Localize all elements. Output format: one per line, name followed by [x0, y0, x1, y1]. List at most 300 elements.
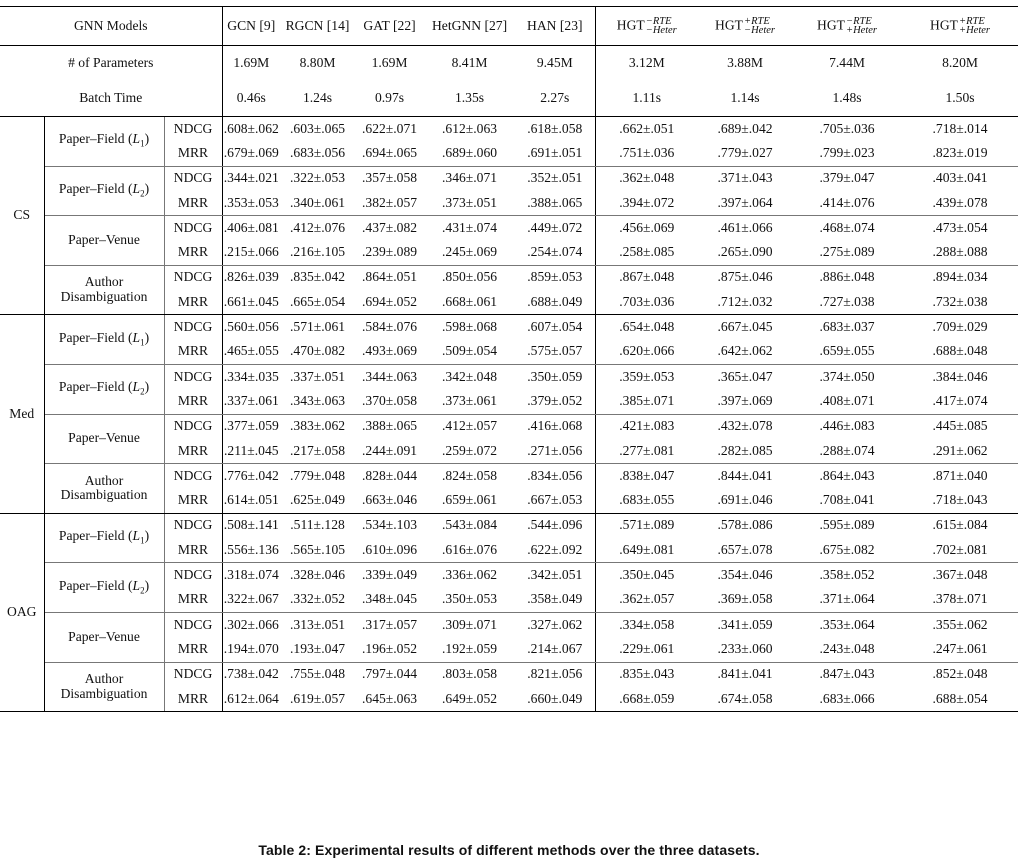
batch-time-row-value: 1.35s — [424, 80, 515, 117]
score-cell: .642±.062 — [698, 340, 792, 365]
params-row-value: 3.88M — [727, 54, 763, 70]
score-cell: .358±.049 — [515, 588, 595, 613]
score-cell: .779±.027 — [698, 141, 792, 166]
score-cell: .374±.050 — [819, 368, 875, 384]
score-cell: .727±.038 — [792, 290, 902, 315]
score-cell: .649±.052 — [424, 687, 515, 712]
params-row-value: 3.12M — [628, 54, 665, 70]
task-name-line: Paper–Field $(L_1)$ — [58, 131, 150, 150]
header-hgt-variant — [792, 7, 902, 46]
score-cell: .688±.048 — [902, 340, 1018, 365]
task-name-line: Disambiguation — [60, 487, 148, 503]
score-cell: .654±.048 — [619, 319, 675, 335]
score-cell: .511±.128 — [290, 517, 345, 533]
score-cell: .847±.043 — [819, 666, 875, 682]
score-cell: .388±.065 — [515, 191, 595, 216]
score-cell: .838±.047 — [619, 467, 675, 483]
metric-name: MRR — [164, 290, 222, 315]
hgt-label — [817, 17, 877, 36]
score-cell: .543±.084 — [442, 517, 498, 533]
metric-name: NDCG — [164, 166, 222, 191]
score-cell: .322±.053 — [290, 170, 346, 186]
score-cell: .254±.074 — [515, 240, 595, 265]
score-cell: .824±.058 — [442, 467, 498, 483]
score-cell: .383±.062 — [290, 418, 346, 434]
hgt-scripts — [959, 17, 990, 36]
score-cell: .346±.071 — [442, 170, 498, 186]
score-cell: .334±.035 — [223, 368, 279, 384]
task-level-sub: 2 — [140, 585, 145, 596]
score-cell: .339±.049 — [362, 567, 418, 583]
dataset-name: OAG — [0, 513, 44, 711]
task-name — [44, 216, 164, 266]
score-cell: .193±.047 — [280, 637, 355, 662]
score-cell: .288±.088 — [902, 240, 1018, 265]
score-cell: .688±.049 — [515, 290, 595, 315]
score-cell: .357±.058 — [362, 170, 418, 186]
hgt-sub: +Heter — [846, 25, 877, 36]
task-name-line: Paper–Venue — [68, 628, 140, 644]
score-cell: .327±.062 — [515, 612, 595, 637]
score-cell: .414±.076 — [792, 191, 902, 216]
header-hgt-variant — [902, 7, 1018, 46]
score-cell: .560±.056 — [223, 319, 279, 335]
score-cell: .584±.076 — [362, 319, 418, 335]
score-cell: .679±.069 — [222, 141, 280, 166]
score-cell: .875±.046 — [717, 269, 773, 285]
score-cell: .355±.062 — [932, 616, 988, 632]
score-cell: .688±.054 — [902, 687, 1018, 712]
task-level: L — [132, 577, 141, 593]
score-cell: .350±.045 — [619, 567, 675, 583]
score-cell: .456±.069 — [619, 219, 675, 235]
score-cell: .388±.065 — [362, 418, 418, 434]
score-cell: .619±.057 — [280, 687, 355, 712]
score-cell: .336±.062 — [442, 567, 498, 583]
score-cell: .217±.058 — [280, 439, 355, 464]
metric-name: MRR — [164, 439, 222, 464]
score-cell: .342±.048 — [442, 368, 498, 384]
score-cell: .620±.066 — [595, 340, 698, 365]
params-row-value: 8.41M — [451, 54, 488, 70]
task-name-line: Author — [84, 472, 124, 488]
score-cell: .823±.019 — [902, 141, 1018, 166]
batch-time-row-value: 1.24s — [280, 80, 355, 117]
score-cell: .353±.053 — [222, 191, 280, 216]
task-name — [44, 265, 164, 315]
score-cell: .663±.046 — [355, 488, 424, 513]
hgt-sub: +Heter — [959, 25, 990, 36]
score-cell: .603±.065 — [290, 120, 346, 136]
score-cell: .571±.089 — [619, 517, 675, 533]
task-level-sub: 1 — [140, 535, 145, 546]
score-cell: .245±.069 — [424, 240, 515, 265]
task-name — [44, 563, 164, 613]
hgt-scripts — [744, 17, 775, 36]
score-cell: .683±.056 — [280, 141, 355, 166]
score-cell: .649±.081 — [595, 538, 698, 563]
score-cell: .660±.049 — [515, 687, 595, 712]
score-cell: .332±.052 — [280, 588, 355, 613]
score-cell: .259±.072 — [424, 439, 515, 464]
params-row-value: 8.80M — [299, 54, 336, 70]
score-cell: .779±.048 — [290, 467, 346, 483]
table-row — [0, 513, 1018, 538]
score-cell: .612±.063 — [442, 120, 498, 136]
batch-time-row-label: Batch Time — [0, 80, 222, 117]
score-cell: .683±.055 — [595, 488, 698, 513]
table-row — [0, 265, 1018, 290]
metric-name: NDCG — [164, 117, 222, 142]
score-cell: .239±.089 — [355, 240, 424, 265]
hgt-scripts — [646, 17, 677, 36]
score-cell: .709±.029 — [932, 319, 988, 335]
task-name — [44, 513, 164, 563]
score-cell: .365±.047 — [717, 368, 773, 384]
score-cell: .362±.057 — [595, 588, 698, 613]
score-cell: .244±.091 — [355, 439, 424, 464]
header-models-label: GNN Models — [0, 7, 222, 46]
task-name-line: Paper–Field $(L_2)$ — [58, 181, 150, 199]
score-cell: .282±.085 — [698, 439, 792, 464]
score-cell: .408±.071 — [792, 389, 902, 414]
score-cell: .348±.045 — [355, 588, 424, 613]
score-cell: .445±.085 — [932, 418, 988, 434]
score-cell: .703±.036 — [595, 290, 698, 315]
task-name-line: Disambiguation — [60, 289, 148, 305]
score-cell: .776±.042 — [223, 467, 279, 483]
metric-name: MRR — [164, 538, 222, 563]
table-row — [0, 216, 1018, 241]
score-cell: .431±.074 — [442, 219, 498, 235]
params-row-value: 1.69M — [233, 54, 270, 70]
score-cell: .718±.043 — [902, 488, 1018, 513]
score-cell: .598±.068 — [442, 319, 498, 335]
metric-name: MRR — [164, 389, 222, 414]
hgt-sup: −RTE — [846, 15, 872, 27]
task-name — [44, 612, 164, 662]
score-cell: .859±.053 — [515, 265, 595, 290]
score-cell: .317±.057 — [362, 616, 418, 632]
score-cell: .412±.057 — [442, 418, 498, 434]
table-row — [0, 662, 1018, 687]
metric-name: NDCG — [164, 414, 222, 439]
score-cell: .373±.061 — [424, 389, 515, 414]
task-name-line: Paper–Field $(L_2)$ — [58, 577, 150, 596]
score-cell: .468±.074 — [819, 219, 875, 235]
score-cell: .473±.054 — [932, 219, 988, 235]
dataset-name: CS — [0, 117, 44, 315]
header-model-name: HAN [23] — [515, 7, 595, 46]
score-cell: .674±.058 — [698, 687, 792, 712]
score-cell: .277±.081 — [595, 439, 698, 464]
score-cell: .367±.048 — [932, 567, 988, 583]
score-cell: .358±.052 — [819, 567, 875, 583]
score-cell: .799±.023 — [792, 141, 902, 166]
score-cell: .417±.074 — [902, 389, 1018, 414]
hgt-base: HGT — [817, 17, 845, 33]
score-cell: .406±.081 — [223, 219, 279, 235]
metric-name: MRR — [164, 240, 222, 265]
score-cell: .509±.054 — [424, 340, 515, 365]
score-cell: .595±.089 — [819, 517, 875, 533]
score-cell: .797±.044 — [362, 666, 418, 682]
score-cell: .379±.047 — [819, 170, 875, 186]
score-cell: .412±.076 — [290, 219, 346, 235]
score-cell: .683±.066 — [792, 687, 902, 712]
score-cell: .265±.090 — [698, 240, 792, 265]
score-cell: .344±.021 — [223, 170, 279, 186]
score-cell: .354±.046 — [717, 567, 773, 583]
score-cell: .844±.041 — [717, 467, 773, 483]
batch-time-row-value: 1.48s — [792, 80, 902, 117]
hgt-base: HGT — [930, 17, 958, 33]
score-cell: .667±.045 — [717, 319, 773, 335]
batch-time-row — [0, 80, 1018, 117]
score-cell: .211±.045 — [222, 439, 280, 464]
score-cell: .465±.055 — [222, 340, 280, 365]
metric-name: MRR — [164, 637, 222, 662]
score-cell: .751±.036 — [595, 141, 698, 166]
score-cell: .377±.059 — [223, 418, 279, 434]
score-cell: .343±.063 — [280, 389, 355, 414]
task-level: L — [132, 528, 141, 544]
score-cell: .694±.065 — [355, 141, 424, 166]
task-level: L — [132, 329, 141, 345]
score-cell: .657±.078 — [698, 538, 792, 563]
score-cell: .625±.049 — [280, 488, 355, 513]
table-row — [0, 315, 1018, 340]
metric-name: NDCG — [164, 612, 222, 637]
score-cell: .614±.051 — [222, 488, 280, 513]
table-row — [0, 563, 1018, 588]
score-cell: .196±.052 — [355, 637, 424, 662]
task-level: L — [132, 181, 141, 197]
params-row-value: 8.20M — [942, 54, 978, 70]
task-level: L — [132, 131, 141, 147]
score-cell: .864±.051 — [362, 269, 418, 285]
score-cell: .683±.037 — [819, 319, 875, 335]
score-cell: .826±.039 — [223, 269, 279, 285]
metric-name: MRR — [164, 191, 222, 216]
score-cell: .437±.082 — [362, 219, 418, 235]
score-cell: .755±.048 — [290, 666, 346, 682]
params-row — [0, 46, 1018, 81]
score-cell: .864±.043 — [819, 467, 875, 483]
hgt-label — [617, 17, 677, 36]
score-cell: .350±.053 — [424, 588, 515, 613]
task-level-sub: 2 — [140, 387, 145, 398]
score-cell: .379±.052 — [515, 389, 595, 414]
score-cell: .708±.041 — [792, 488, 902, 513]
score-cell: .852±.048 — [932, 666, 988, 682]
metric-name: MRR — [164, 488, 222, 513]
score-cell: .886±.048 — [819, 269, 875, 285]
batch-time-row-value: 0.46s — [222, 80, 280, 117]
metric-name: MRR — [164, 141, 222, 166]
score-cell: .446±.083 — [819, 418, 875, 434]
score-cell: .662±.051 — [619, 120, 675, 136]
score-cell: .668±.059 — [595, 687, 698, 712]
hgt-sub: −Heter — [744, 25, 775, 36]
task-level-sub: 2 — [140, 188, 145, 199]
task-name — [44, 166, 164, 216]
hgt-base: HGT — [715, 17, 743, 33]
task-name — [44, 414, 164, 464]
score-cell: .578±.086 — [717, 517, 773, 533]
score-cell: .421±.083 — [619, 418, 675, 434]
score-cell: .229±.061 — [595, 637, 698, 662]
score-cell: .850±.056 — [442, 269, 498, 285]
hgt-scripts — [846, 17, 877, 36]
header-hgt-variant — [698, 7, 792, 46]
score-cell: .645±.063 — [355, 687, 424, 712]
task-name — [44, 315, 164, 365]
score-cell: .322±.067 — [222, 588, 280, 613]
score-cell: .342±.051 — [515, 563, 595, 588]
score-cell: .384±.046 — [932, 368, 988, 384]
score-cell: .616±.076 — [424, 538, 515, 563]
table-row — [0, 117, 1018, 142]
score-cell: .216±.105 — [280, 240, 355, 265]
header-model-name: GCN [9] — [222, 7, 280, 46]
task-name-line: Paper–Venue — [68, 430, 140, 446]
score-cell: .291±.062 — [902, 439, 1018, 464]
metric-name: NDCG — [164, 662, 222, 687]
score-cell: .192±.059 — [424, 637, 515, 662]
score-cell: .618±.058 — [515, 117, 595, 142]
score-cell: .607±.054 — [515, 315, 595, 340]
score-cell: .340±.061 — [280, 191, 355, 216]
task-level-sub: 1 — [140, 139, 145, 150]
score-cell: .571±.061 — [290, 319, 346, 335]
score-cell: .665±.054 — [280, 290, 355, 315]
score-cell: .352±.051 — [515, 166, 595, 191]
metric-name: NDCG — [164, 216, 222, 241]
score-cell: .397±.069 — [698, 389, 792, 414]
score-cell: .382±.057 — [355, 191, 424, 216]
batch-time-row-value: 0.97s — [355, 80, 424, 117]
header-model-name: RGCN [14] — [280, 7, 355, 46]
task-name-line: Disambiguation — [60, 685, 148, 701]
score-cell: .610±.096 — [355, 538, 424, 563]
batch-time-row-value: 1.14s — [698, 80, 792, 117]
score-cell: .675±.082 — [792, 538, 902, 563]
score-cell: .394±.072 — [595, 191, 698, 216]
task-name — [44, 662, 164, 712]
score-cell: .275±.089 — [792, 240, 902, 265]
score-cell: .534±.103 — [362, 517, 418, 533]
score-cell: .556±.136 — [222, 538, 280, 563]
score-cell: .403±.041 — [932, 170, 988, 186]
task-level: L — [132, 379, 141, 395]
score-cell: .841±.041 — [717, 666, 773, 682]
score-cell: .215±.066 — [222, 240, 280, 265]
score-cell: .214±.067 — [515, 637, 595, 662]
header-model-name: HetGNN [27] — [424, 7, 515, 46]
score-cell: .738±.042 — [223, 666, 279, 682]
hgt-label — [715, 17, 775, 36]
score-cell: .835±.043 — [619, 666, 675, 682]
score-cell: .432±.078 — [717, 418, 773, 434]
score-cell: .309±.071 — [442, 616, 498, 632]
metric-name: NDCG — [164, 315, 222, 340]
score-cell: .247±.061 — [902, 637, 1018, 662]
score-cell: .373±.051 — [424, 191, 515, 216]
score-cell: .385±.071 — [595, 389, 698, 414]
params-row-value: 9.45M — [515, 46, 595, 81]
score-cell: .397±.064 — [698, 191, 792, 216]
header-hgt-variant — [595, 7, 698, 46]
task-name — [44, 117, 164, 167]
score-cell: .712±.032 — [698, 290, 792, 315]
score-cell: .371±.064 — [792, 588, 902, 613]
score-cell: .470±.082 — [280, 340, 355, 365]
score-cell: .369±.058 — [698, 588, 792, 613]
score-cell: .659±.055 — [792, 340, 902, 365]
score-cell: .243±.048 — [792, 637, 902, 662]
score-cell: .370±.058 — [355, 389, 424, 414]
params-row-label: # of Parameters — [0, 46, 222, 81]
metric-name: MRR — [164, 588, 222, 613]
metric-name: MRR — [164, 687, 222, 712]
score-cell: .378±.071 — [902, 588, 1018, 613]
score-cell: .233±.060 — [698, 637, 792, 662]
hgt-sup: +RTE — [959, 15, 985, 27]
hgt-sup: −RTE — [645, 15, 672, 27]
score-cell: .575±.057 — [515, 340, 595, 365]
task-name-line: Paper–Venue — [68, 232, 140, 247]
task-name-line: Paper–Field $(L_1)$ — [58, 329, 150, 348]
task-name — [44, 464, 164, 514]
params-row-value: 1.69M — [371, 54, 408, 70]
score-cell: .194±.070 — [222, 637, 280, 662]
score-cell: .612±.064 — [222, 687, 280, 712]
score-cell: .622±.071 — [362, 120, 418, 136]
metric-name: NDCG — [164, 265, 222, 290]
metric-name: NDCG — [164, 563, 222, 588]
score-cell: .565±.105 — [280, 538, 355, 563]
metric-name: NDCG — [164, 364, 222, 389]
score-cell: .894±.034 — [932, 269, 988, 285]
score-cell: .337±.051 — [290, 368, 346, 384]
batch-time-row-value: 2.27s — [515, 80, 595, 117]
score-cell: .834±.056 — [515, 464, 595, 489]
score-cell: .705±.036 — [819, 120, 875, 136]
score-cell: .659±.061 — [424, 488, 515, 513]
header-row — [0, 7, 1018, 46]
score-cell: .608±.062 — [223, 120, 279, 136]
table-row — [0, 464, 1018, 489]
score-cell: .449±.072 — [515, 216, 595, 241]
score-cell: .508±.141 — [223, 517, 279, 533]
metric-name: MRR — [164, 340, 222, 365]
score-cell: .867±.048 — [619, 269, 675, 285]
table-caption: Table 2: Experimental results of different methods over the three datasets. — [258, 842, 760, 858]
task-name-line: Paper–Field $(L_1)$ — [58, 528, 150, 546]
score-cell: .622±.092 — [515, 538, 595, 563]
task-name-line: Author — [84, 274, 124, 290]
score-cell: .313±.051 — [290, 616, 346, 632]
score-cell: .615±.084 — [932, 517, 988, 533]
score-cell: .544±.096 — [515, 513, 595, 538]
metric-name: NDCG — [164, 513, 222, 538]
score-cell: .258±.085 — [595, 240, 698, 265]
task-level-sub: 1 — [140, 337, 145, 348]
batch-time-row-value: 1.50s — [902, 80, 1018, 117]
score-cell: .689±.042 — [717, 120, 773, 136]
table-row — [0, 364, 1018, 389]
